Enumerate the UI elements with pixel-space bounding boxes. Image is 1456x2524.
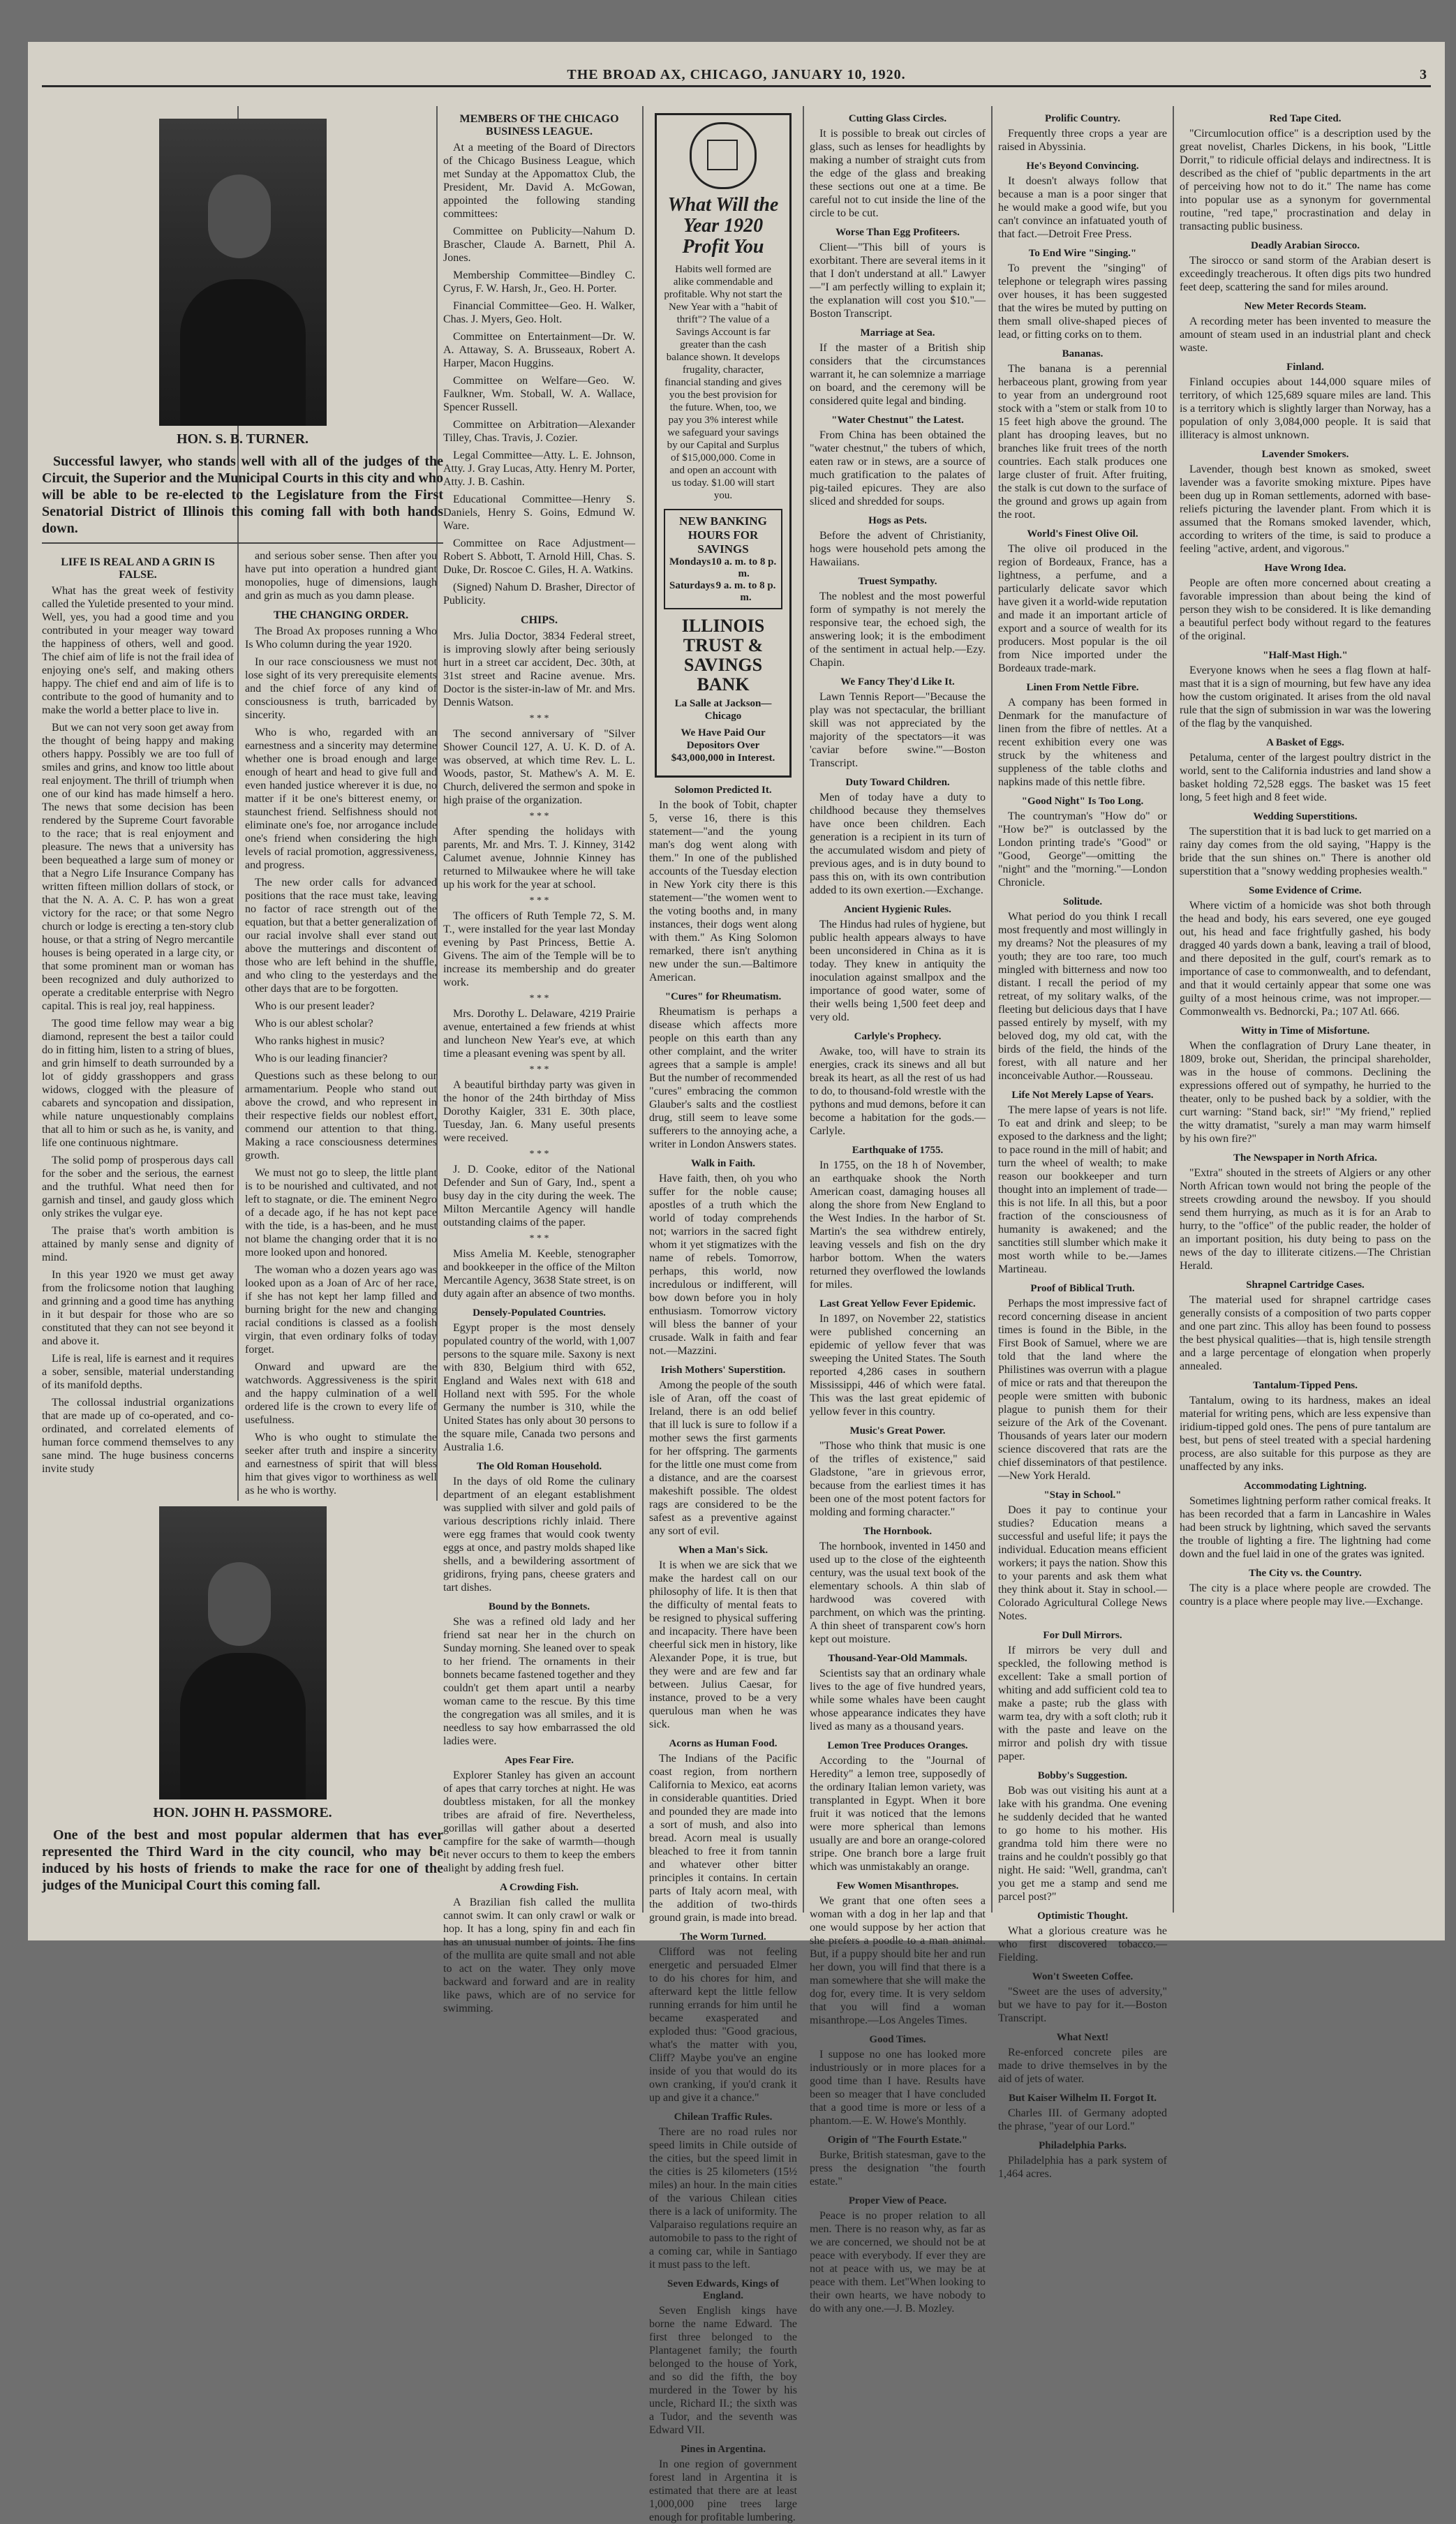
- article-heading: A Crowding Fish.: [500, 1882, 579, 1893]
- article-paragraph: The superstition that it is bad luck to get married on a rainy day comes from the old saying, "Happy is the bride that the sun shines on." There is another old superstition that a "snowy wedding prophesies wealth.": [1180, 826, 1431, 877]
- article-paragraph: Who is who ought to stimulate the seeker after truth and inspire a sincerity and earnestness of spirit that will bless him that gives vigor to worthiness as well as he who is worthy.: [245, 1432, 437, 1497]
- article-paragraph: Mrs. Julia Doctor, 3834 Federal street, is improving slowly after being seriously hurt in a street car accident, Dec. 30th, at 31st street and Racine avenue. Mrs. Doctor is the sister-in-law of Mr. and Mrs. Dennis Watson.: [443, 630, 635, 708]
- article-paragraph: From China has been obtained the "water chestnut," the tubers of which, eaten raw or in stews, are a source of much gratification to the palates of pig-tailed epicures. They are also sliced and shredded for soups.: [810, 429, 986, 507]
- article-heading: The Old Roman Household.: [476, 1461, 602, 1472]
- column-rule: [642, 106, 644, 1913]
- article-paragraph: Lawn Tennis Report—"Because the play was not spectacular, the brilliant skill was not appreciated by the majority of the spectators—it was 'caviar before swine.'"—Boston Transcript.: [810, 691, 986, 769]
- article-paragraph: Committee on Arbitration—Alexander Tilley, Chas. Travis, J. Cozier.: [443, 419, 635, 444]
- article-heading: Lavender Smokers.: [1261, 449, 1349, 460]
- article-paragraph: It doesn't always follow that because a man is a poor singer that he would make a good wife, but you can't convince an infatuated youth of that fact.—Detroit Free Press.: [998, 175, 1167, 240]
- bank-name: ILLINOIS TRUST & SAVINGS BANK: [681, 616, 765, 695]
- article-heading: What Next!: [1056, 2032, 1109, 2043]
- article-paragraph: The Indians of the Pacific coast region, from northern California to Mexico, eat acorns in considerable quantities. Dried and pounded they are made into a sort of mush, and also into bread. Acorn meal is usually bleached to free it from tannin and whatever other bitter principles it contains. In certain parts of Italy acorn meal, with the addition of two-thirds ground grain, is made into bread.: [649, 1753, 797, 1924]
- article-heading: Tantalum-Tipped Pens.: [1252, 1380, 1358, 1391]
- column-rule: [1173, 106, 1174, 1913]
- article-heading: Densely-Populated Countries.: [473, 1307, 606, 1319]
- article-heading: "Stay in School.": [1043, 1490, 1122, 1501]
- column-rule: [803, 106, 804, 1913]
- passmore-block: [42, 1501, 443, 1933]
- article-paragraph: A beautiful birthday party was given in the honor of the 24th birthday of Miss Dorothy Kaigler, 331 E. 30th place, Tuesday, Jan. 6. Many useful presents were received.: [443, 1079, 635, 1144]
- article-paragraph: What a glorious creature was he who first discovered tobacco.—Fielding.: [998, 1925, 1167, 1963]
- article-paragraph: Committee on Publicity—Nahum D. Brascher, Claude A. Barnett, Phil A. Jones.: [443, 225, 635, 264]
- header-rule: [42, 85, 1431, 87]
- article-heading: World's Finest Olive Oil.: [1027, 528, 1138, 540]
- article-paragraph: A company has been formed in Denmark for the manufacture of linen from the fibre of nettles. At a recent exhibition every one was struck by the whiteness and suppleness of the table cloths and napkins made of this nettle fibre.: [998, 697, 1167, 788]
- article-paragraph: Tantalum, owing to its hardness, makes an ideal material for writing pens, which are less expensive than iridium-tipped gold ones. The pens of pure tantalum are best, but pens of steel treated with a special hardening process, are also suitable for this purpose as they are unaffected by any inks.: [1180, 1395, 1431, 1473]
- article-paragraph: I suppose no one has looked more industriously or in more places for a good time than I have. Results have been so meager that I have concluded that a good time is more or less of a phantom.—E. W. Howe's Monthly.: [810, 2049, 986, 2127]
- article-paragraph: The Hindus had rules of hygiene, but public health appears always to have been unconsidered in China as it is today. They knew in antiquity the inoculation against smallpox and the importance of good water, some of their wells being 1,500 feet deep and very old.: [810, 919, 986, 1023]
- article-heading: Bananas.: [1062, 348, 1104, 359]
- article-heading: The Newspaper in North Africa.: [1233, 1152, 1377, 1164]
- article-heading: Ancient Hygienic Rules.: [844, 904, 951, 915]
- article-paragraph: In the book of Tobit, chapter 5, verse 16, there is this statement—"and the young man's dog went along with them." In one of the published accounts of the Tuesday election in New York city there is this statement—"the women went to the voting booths and, in many instances, their dogs went along with them." As King Solomon remarked, there isn't anything new under the sun.—Baltimore American.: [649, 799, 797, 983]
- article-paragraph: Awake, too, will have to strain its energies, crack its sinews and all but break its heart, as all the rest of us had to do, to thousand-fold wrestle with the pythons and mud demons, before it can become a habitation for the gods.—Carlyle.: [810, 1046, 986, 1137]
- article-heading: MEMBERS OF THE CHICAGO BUSINESS LEAGUE.: [459, 113, 619, 138]
- article-paragraph: Who is who, regarded with an earnestness and a sincerity may determine whether one is broad enough and large enough of heart and head to give full and even handed justice wherever it is due, no matter if it be one's bitterest enemy, or staunchest friend. Selfishness should not eliminate one's foe, nor arrogance include one's friend when considering the high levels of racial promotion, aggressiveness, and progress.: [245, 727, 437, 871]
- article-paragraph: J. D. Cooke, editor of the National Defender and Sun of Gary, Ind., spent a busy day in the city during the week. The Milton Mercantile Agency will handle outstanding claims of the paper.: [443, 1164, 635, 1228]
- article-paragraph: In one region of government forest land in Argentina it is estimated that there are at least 1,000,000 pine trees large enough for profitable lumbering.: [649, 2458, 797, 2523]
- article-paragraph: The banana is a perennial herbaceous plant, growing from year to year from an underground root stock with a "stem or stalk from 10 to 15 feet high above the ground. The plant has drooping leaves, but no branches like fruit trees of the north countries. Each stalk produces one large cluster of fruit. After fruiting, the stalk is cut down to the surface of the ground and grows up again from the root.: [998, 363, 1167, 521]
- article-heading: Proof of Biblical Truth.: [1030, 1283, 1135, 1294]
- article-paragraph: After spending the holidays with parents, Mr. and Mrs. T. J. Kinney, 3142 Calumet avenue, Johnnie Kinney has returned to Milwaukee where he will take up his work for the year at school.: [443, 826, 635, 891]
- banking-hours-box: [664, 509, 782, 609]
- article-heading: Pines in Argentina.: [680, 2444, 766, 2455]
- article-paragraph: The second anniversary of "Silver Shower Council 127, A. U. K. D. of A. was observed, at which time Rev. L. L. Woods, pastor, St. Mathew's A. M. E. Church, delivered the sermon and spoke in high praise of the organization.: [443, 728, 635, 806]
- article-heading: Apes Fear Fire.: [504, 1755, 574, 1766]
- article-paragraph: Scientists say that an ordinary whale lives to the age of five hundred years, while some whales have been caught whose appearance indicates they have lived as many as a thousand years.: [810, 1668, 986, 1732]
- article-heading: Cutting Glass Circles.: [848, 113, 947, 124]
- article-paragraph: The officers of Ruth Temple 72, S. M. T., were installed for the year last Monday evening by Past Princess, Bettie A. Givens. The aim of the Temple will be to increase its membership and do greater work.: [443, 910, 635, 988]
- column-4: [649, 106, 797, 2523]
- article-paragraph: Men of today have a duty to childhood because they themselves have once been children. Each generation is a recipient in its turn of the accumulated wisdom and piety of previous ages, and is in duty bound to pass this on, with its own contribution added to its own exertion.—Exchange.: [810, 792, 986, 896]
- article-paragraph: The olive oil produced in the region of Bordeaux, France, has a lightness, a perfume, and a particularly delicate savor which have given it a world-wide reputation and made it an important article of export and a source of wealth for its producers. Most popular is the oil from Nice imported under the Bordeaux trade-mark.: [998, 543, 1167, 674]
- article-heading: Optimistic Thought.: [1037, 1910, 1128, 1922]
- article-heading: The Worm Turned.: [680, 1931, 766, 1943]
- article-heading: Chilean Traffic Rules.: [674, 2111, 773, 2123]
- article-paragraph: What has the great week of festivity called the Yuletide presented to your mind. Well, yes, you had a good time and you contributed in your meager way toward the happiness of others, well and good. The chief aim of life is not the frail idea of enjoying one's self, and making others happy. The chief end and aim of life is to contribute to the good of humanity and to make the world a better place to live in.: [42, 585, 234, 716]
- article-heading: Prolific Country.: [1044, 113, 1121, 124]
- article-paragraph: 10 a. m. to 8 p. m.: [711, 556, 777, 579]
- article-paragraph: The collossal industrial organizations that are made up of co-operated, and co-ordinated, and correlated elements of human force commend themselves to any sane mind. The huge business concerns invite study: [42, 1397, 234, 1475]
- column-rule: [991, 106, 993, 1913]
- article-heading: Bobby's Suggestion.: [1037, 1770, 1128, 1781]
- article-heading: Origin of "The Fourth Estate.": [827, 2135, 968, 2146]
- article-heading: But Kaiser Wilhelm II. Forgot It.: [1008, 2093, 1157, 2104]
- column-6: [998, 106, 1167, 2180]
- article-paragraph: Among the people of the south isle of Aran, off the coast of Ireland, there is an odd belief that ill luck is sure to follow if a mother sews the first garments for her offspring. The garments for the little one must come from a distance, and are the coarsest makeshift possible. The oldest rags are considered to be the safest as a preventive against any sort of evil.: [649, 1379, 797, 1537]
- article-paragraph: Clifford was not feeling energetic and persuaded Elmer to do his chores for him, and afterward kept the little fellow running errands for him until he became exasperated and exploded thus: "Good gracious, what's the matter with you, Cliff? Maybe you've an engine inside of you that would do its own cranking, if you'd crank it up and give it a chance.": [649, 1946, 797, 2104]
- article-paragraph: (Signed) Nahum D. Brasher, Director of Publicity.: [443, 581, 635, 607]
- column-5: [810, 106, 986, 2315]
- article-paragraph: "Those who think that music is one of the trifles of existence," said Gladstone, "are in grievous error, because from the earliest times it has been one of the most potent factors for molding and forming character.": [810, 1440, 986, 1518]
- article-paragraph: We Have Paid Our Depositors Over $43,000,000 in Interest.: [671, 727, 775, 764]
- article-heading: For Dull Mirrors.: [1043, 1630, 1122, 1641]
- article-paragraph: Frequently three crops a year are raised in Abyssinia.: [998, 128, 1167, 153]
- article-paragraph: "Sweet are the uses of adversity," but we have to pay for it.—Boston Transcript.: [998, 1986, 1167, 2024]
- article-paragraph: It is possible to break out circles of glass, such as lenses for headlights by making a number of straight cuts from the edge of the glass and breaking these sections out one at a time. Be careful not to cut inside the line of the circle to be cut.: [810, 128, 986, 219]
- bank-advertisement: [655, 113, 792, 778]
- article-paragraph: Where victim of a homicide was shot both through the head and body, his ears severed, one eye gouged out, his head and face frightfully gashed, his body dragged 40 yards down a bank, leaving a trail of blood, and there deposited in the gulf, court's remark as to importance of case to commonwealth, and to defendant, and that it would certainly appear that some one was guilty of a most heinous crime, was not improper.—Commonwealth vs. Bednorcki, Pa.; 107 Atl. 666.: [1180, 900, 1431, 1018]
- article-paragraph: At a meeting of the Board of Directors of the Chicago Business League, which met Sunday at the Appomattox Club, the President, Mr. David A. McGowan, appointed the following standing committees:: [443, 142, 635, 220]
- article-paragraph: The hornbook, invented in 1450 and used up to the close of the eighteenth century, was the usual text book of the elementary schools. A thin slab of hardwood was covered with parchment, on which was the printing. A thin sheet of transparent cow's horn kept out moisture.: [810, 1541, 986, 1645]
- article-paragraph: In 1897, on November 22, statistics were published concerning an epidemic of yellow fever that was sweeping the United States. The South reported 4,286 cases in southern Mississippi, 446 of which were fatal. This was the last great epidemic of yellow fever in this country.: [810, 1313, 986, 1418]
- article-paragraph: The Broad Ax proposes running a Who Is Who column during the year 1920.: [245, 625, 437, 651]
- article-heading: Earthquake of 1755.: [852, 1145, 944, 1156]
- article-heading: Truest Sympathy.: [858, 576, 937, 587]
- article-paragraph: In the days of old Rome the culinary department of an elegant establishment was supplied with silver and gold pails of various descriptions richly inlaid. There were egg frames that would cook twenty eggs at once, and pastry molds shaped like shells, and a bewildering assortment of gridirons, frying pans, cheese graters and tart dishes.: [443, 1476, 635, 1594]
- article-paragraph: Committee on Race Adjustment—Robert S. Abbott, T. Arnold Hill, Chas. S. Duke, Dr. Roscoe C. Giles, H. A. Watkins.: [443, 537, 635, 576]
- article-heading: Bound by the Bonnets.: [488, 1601, 590, 1612]
- article-heading: Last Great Yellow Fever Epidemic.: [819, 1298, 976, 1309]
- article-paragraph: Perhaps the most impressive fact of record concerning disease in ancient times is found in the Bible, in the First Book of Samuel, where we are told that the land where the Philistines was overrun with a plague of mice or rats and that thereupon the people were smitten with bubonic plague to punish them for their seizure of the Ark of the Covenant. Thousands of years later our modern science discovered that rats are the chief disseminators of that pestilence.—New York Herald.: [998, 1298, 1167, 1482]
- article-paragraph: Have faith, then, oh you who suffer for the noble cause; apostles of a truth which the world of today comprehends not; warriors in the sacred fight whom it yet stigmatizes with the name of rebels. Tomorrow, perhaps, this world, now incredulous or indifferent, will bow down before you in holy enthusiasm. Tomorrow victory will bless the banner of your crusade. Walk in faith and fear not.—Mazzini.: [649, 1173, 797, 1357]
- article-paragraph: Before the advent of Christianity, hogs were household pets among the Hawaiians.: [810, 530, 986, 568]
- article-paragraph: Legal Committee—Atty. L. E. Johnson, Atty. J. Gray Lucas, Atty. Henry M. Porter, Atty. J. B. Cashin.: [443, 450, 636, 488]
- article-heading: Philadelphia Parks.: [1039, 2140, 1127, 2151]
- article-paragraph: Sometimes lightning perform rather comical freaks. It has been recorded that a farm in Lancashire in Wales had been struck by lightning, which saved the servants the trouble of lighting a fire. The lightning had come down and the fuel laid in one of the grates was ignited.: [1180, 1495, 1431, 1560]
- article-paragraph: Who is our present leader?: [255, 1000, 375, 1012]
- article-heading: Deadly Arabian Sirocco.: [1251, 240, 1360, 251]
- article-heading: CHIPS.: [521, 614, 558, 626]
- article-heading: Won't Sweeten Coffee.: [1032, 1971, 1134, 1982]
- article-paragraph: It is when we are sick that we make the hardest call on our philosophy of life. It is then that the difficulty of mental feats to be resigned to physical suffering and incapacity. There have been cheerful sick men in history, like Alexander Pope, it is true, but they were and are few and far between. Julius Caesar, for instance, proved to be a very querulous man when he was sick.: [649, 1559, 797, 1730]
- article-heading: Hogs as Pets.: [868, 515, 927, 526]
- photo-caption: HON. JOHN H. PASSMORE.: [153, 1805, 332, 1820]
- article-paragraph: Saturdays: [669, 580, 715, 591]
- article-heading: When a Man's Sick.: [678, 1545, 768, 1556]
- article-heading: Solomon Predicted It.: [674, 785, 772, 796]
- article-paragraph: 9 a. m. to 8 p. m.: [715, 580, 776, 603]
- article-heading: Marriage at Sea.: [860, 327, 935, 339]
- article-heading: Proper View of Peace.: [848, 2195, 947, 2206]
- article-paragraph: In this year 1920 we must get away from the frolicsome notion that laughing and grinning and a good time has anything in it but despair for those who are so constituted that they can not see beyond it and above it.: [42, 1269, 234, 1347]
- photo-text: Successful lawyer, who stands well with all of the judges of the Circuit, the Superior and the Municipal Courts in this city and who will be able to be re-elected to the Legislature from the First Senatorial District of Illinois this coming fall with both hands down.: [42, 454, 443, 536]
- photo-caption: HON. S. B. TURNER.: [176, 431, 309, 447]
- article-paragraph: If mirrors be very dull and speckled, the following method is excellent: Take a small portion of whiting and add sufficient cold tea to make a paste; rub the glass with warm tea, dry with a soft cloth; rub it with the paste and leave on the mirror and polish dry with tissue paper.: [998, 1645, 1167, 1762]
- article-paragraph: Committee on Welfare—Geo. W. Faulkner, Wm. Stoball, W. A. Wallace, Spencer Russell.: [443, 375, 635, 413]
- article-heading: Wedding Superstitions.: [1253, 811, 1358, 822]
- masthead: THE BROAD AX, CHICAGO, JANUARY 10, 1920.: [567, 67, 906, 82]
- article-paragraph: Who is our leading financier?: [255, 1053, 388, 1064]
- article-title: LIFE IS REAL AND A GRIN IS FALSE.: [61, 556, 215, 581]
- portrait-photo-passmore: [159, 1506, 327, 1799]
- article-paragraph: Philadelphia has a park system of 1,464 acres.: [998, 2155, 1167, 2180]
- article-paragraph: Life is real, life is earnest and it requires a sober, sensible, material understanding of its manifold depths.: [42, 1353, 234, 1391]
- article-paragraph: and serious sober sense. Then after you have put into operation a hundred giant monopolies, huge of dimensions, laugh and grin as much as you damn please.: [245, 550, 437, 602]
- article-heading: Accommodating Lightning.: [1244, 1480, 1367, 1492]
- article-heading: Few Women Misanthropes.: [836, 1880, 959, 1892]
- article-paragraph: Everyone knows when he sees a flag flown at half-mast that it is a sign of mourning, but few have any idea how the custom originated. It arises from the old naval rule that the sign of submission in war was the lowering of the flag by the vanquished.: [1180, 665, 1431, 729]
- article-paragraph: The material used for shrapnel cartridge cases generally consists of a composition of two parts copper and one part zinc. This alloy has been found to possess the best physical qualities—that is, high tensile strength and a large percentage of elongation when properly annealed.: [1180, 1294, 1431, 1372]
- article-paragraph: Rheumatism is perhaps a disease which affects more people on this earth than any other complaint, and the writer agrees that a sample is ample! But the number of recommended "cures" embracing the common Glauber's salts and the costliest drug, still seem to leave some sufferers to the annoying ache, a writer in London Answers states.: [649, 1006, 797, 1150]
- article-heading: Lemon Tree Produces Oranges.: [827, 1740, 968, 1751]
- article-paragraph: La Salle at Jackson—Chicago: [674, 698, 772, 722]
- article-heading: "Half-Mast High.": [1263, 650, 1348, 661]
- article-paragraph: Miss Amelia M. Keeble, stenographer and bookkeeper in the office of the Milton Mercantile Agency, 3638 State street, is on duty again after an absence of two months.: [443, 1248, 635, 1300]
- article-title: THE CHANGING ORDER.: [273, 609, 409, 621]
- article-paragraph: People are often more concerned about creating a favorable impression than about being the kind of person they wish to be considered. It is like demanding a beautiful perfect body without regard to the features of the original.: [1180, 577, 1431, 642]
- column-3: [443, 106, 636, 2014]
- article-heading: Good Times.: [869, 2034, 926, 2045]
- article-heading: We Fancy They'd Like It.: [840, 676, 955, 688]
- article-paragraph: Bob was out visiting his aunt at a lake with his grandma. One evening he suddenly decided that he wanted to go home to his mother. His grandma told him there were no trains and he couldn't possibly go that night. He said: "Well, grandma, can't you get me a stamp and send me parcel post?": [998, 1785, 1167, 1903]
- article-heading: Walk in Faith.: [690, 1158, 756, 1169]
- article-paragraph: The noblest and the most powerful form of sympathy is not merely the responsive tear, the echoed sigh, the answering look; it is the embodiment of the sentiment in actual help.—Ezy. Chapin.: [810, 591, 986, 669]
- article-heading: Acorns as Human Food.: [669, 1738, 778, 1749]
- article-heading: Finland.: [1286, 362, 1324, 373]
- article-heading: "Good Night" Is Too Long.: [1021, 796, 1144, 807]
- article-heading: Some Evidence of Crime.: [1249, 885, 1362, 896]
- article-paragraph: Petaluma, center of the largest poultry district in the world, sent to the California industries and land show a basket holding 72,528 eggs. The basket was 15 feet long, 5 feet high and 8 feet wide.: [1180, 752, 1431, 803]
- column-7: [1180, 106, 1431, 1920]
- article-paragraph: In our race consciousness we must not lose sight of its very prerequisite elements and the chief force of any kind of consciousness is truth, barricaded by sincerity.: [245, 656, 437, 721]
- divider: [42, 542, 443, 544]
- article-paragraph: Who is our ablest scholar?: [255, 1018, 373, 1030]
- article-paragraph: Mondays: [669, 556, 711, 567]
- article-heading: Red Tape Cited.: [1269, 113, 1342, 124]
- article-paragraph: According to the "Journal of Heredity" a lemon tree, supposedly of the ordinary Italian lemon variety, was transplanted in Egypt. When it bore fruit it was noticed that the lemons were more spherical than lemons usually are and bore an orange-colored stripe. One branch bore a large fruit which was unmistakably an orange.: [810, 1755, 986, 1873]
- article-paragraph: In 1755, on the 18 h of November, an earthquake shook the North American coast, damaging houses all along the shore from New England to the West Indies. In the harbor of St. Martin's the sea withdrew entirely, leaving vessels and fish on the dry harbor bottom. When the waters returned they overflowed the lowlands for miles.: [810, 1159, 986, 1291]
- article-paragraph: The new order calls for advanced positions that the race must take, leaving no factor of race strength out of the equation, but that a better generalization of our racial involve shall ever stand out above the mutterings and discontent of those who are left behind in the shuffle, and who cling to the yesterdays and the other days that are to be forgotten.: [245, 877, 437, 995]
- article-heading: The City vs. the Country.: [1249, 1568, 1362, 1579]
- article-heading: He's Beyond Convincing.: [1026, 161, 1139, 172]
- article-paragraph: The woman who a dozen years ago was looked upon as a Joan of Arc of her race, if she has not kept her lamp filled and burning bright for the new and changing racial conditions is classed as a foolish virgin, that even ordinary folks of today forget.: [245, 1264, 437, 1356]
- article-heading: To End Wire "Singing.": [1028, 248, 1137, 259]
- article-heading: Shrapnel Cartridge Cases.: [1246, 1279, 1365, 1291]
- article-paragraph: Educational Committee—Henry S. Daniels, Henry S. Goins, Edmund W. Ware.: [443, 493, 635, 532]
- article-paragraph: But we can not very soon get away from the thought of being happy and making others happy. Possibly we are too full of smiles and grins, and know too little about real enjoyment. The thrill of triumph when one of our kind has made himself a hero. The news that some decision has been rendered by the Supreme Court favorable to the race; that is real enjoyment and pleasure. The news that a university has been bequeathed a large sum of money or that a Negro Life Insurance Company has written fifteen million dollars of stock, or that the N. A. A. C. P. has won a great victory for the race; or that some Negro church or lodge is erecting a ten-story club house, or that a string of Negro mercantile houses is being operated in a large city, or that some prominent man or woman has been recognized and duly authorized to operate a creditable enterprise with Negro capital. This is real joy, real happiness.: [42, 722, 234, 1012]
- separator-stars: * * *: [529, 713, 549, 724]
- article-heading: New Meter Records Steam.: [1244, 301, 1367, 312]
- article-heading: Life Not Merely Lapse of Years.: [1011, 1090, 1154, 1101]
- separator-stars: * * *: [529, 1149, 549, 1159]
- article-changing-order: [245, 549, 437, 1519]
- article-paragraph: The sirocco or sand storm of the Arabian desert is exceedingly treacherous. It often digs pits two hundred feet deep, scattering the sand for miles around.: [1180, 255, 1431, 293]
- article-paragraph: "Circumlocution office" is a description used by the great novelist, Charles Dickens, in his book, "Little Dorrit," to ridicule official delays and indirectness. It is described as the chief of "public departments in the art of perceiving how not to do it." The name has come into popular use as a synonym for governmental routine, "red tape," procrastination and delay in transacting public business.: [1180, 128, 1431, 232]
- article-heading: Solitude.: [1062, 896, 1103, 907]
- separator-stars: * * *: [529, 993, 549, 1004]
- article-heading: Duty Toward Children.: [845, 777, 950, 788]
- separator-stars: * * *: [529, 1064, 549, 1075]
- article-paragraph: Lavender, though best known as smoked, sweet lavender was a favorite smoking mixture. Pipes have been dug up in Roman settlements, adorned with base-reliefs picturing the lavender plant. From which it is assumed that the Romans smoked lavender, which, according to writers of the time, is said to produce a feeling "active, ardent, and vigorous.": [1180, 463, 1431, 555]
- article-paragraph: Does it pay to continue your studies? Education means a successful and useful life; it pays the individual. Education means efficient workers; it pays the nation. Show this to your parents and ask them what they think about it. Stay in school.—Colorado Agricultural College News Notes.: [998, 1504, 1167, 1622]
- newspaper-page: [28, 42, 1445, 2523]
- article-heading: Irish Mothers' Superstition.: [660, 1365, 786, 1376]
- article-paragraph: Explorer Stanley has given an account of apes that carry torches at night. He was doubtless mistaken, for all the monkey tribes are afraid of fire. Nevertheless, gorillas will gather about a deserted campfire for the sake of warmth—though it never occurs to them to keep the embers alight by adding fresh fuel.: [443, 1769, 635, 1874]
- article-heading: Worse Than Egg Profiteers.: [835, 227, 960, 238]
- article-paragraph: The countryman's "How do" or "How be?" is outclassed by the London printing trade's "Good" or "Good, George"—omitting the "night" and the "morning."—London Chronicle.: [998, 810, 1167, 889]
- article-paragraph: Committee on Entertainment—Dr. W. A. Attaway, S. A. Brusseaux, Robert A. Harper, Macon Huggins.: [443, 331, 635, 369]
- article-paragraph: Charles III. of Germany adopted the phrase, "year of our Lord.": [998, 2107, 1167, 2132]
- article-paragraph: We must not go to sleep, the little plant is to be nourished and cultivated, and not left to stagnate, or die. The eminent Negro of a decade ago, if he has not kept pace with the tide, is a has-been, and he must not blame the changing order that it is no more looked upon and honored.: [245, 1167, 437, 1259]
- article-paragraph: Finland occupies about 144,000 square miles of territory, of which 125,689 square miles are land. This is a territory which is slightly larger than Norway, has a population of only 3,084,000 people. It is said that illiteracy is almost unknown.: [1180, 376, 1431, 441]
- article-paragraph: What Will the Year 1920 Profit You: [667, 194, 779, 258]
- article-heading: Music's Great Power.: [849, 1425, 946, 1437]
- article-paragraph: Re-enforced concrete piles are made to drive themselves in by the aid of jets of water.: [998, 2047, 1167, 2085]
- article-heading: Have Wrong Idea.: [1264, 563, 1346, 574]
- article-paragraph: The good time fellow may wear a big diamond, represent the best a tailor could do in fitting him, listen to a string of blues, and grin himself to death surrounded by a lot of giddy grasshoppers and grass widows, clogged with the pleasure of cabarets and syncopation and dissipation, while nature unquestionably complains that all to him or such as he, is vanity, and life one continuous nightmare.: [42, 1018, 234, 1149]
- article-paragraph: There are no road rules nor speed limits in Chile outside of the cities, but the speed limit in the cities is 25 kilometers (15½ miles) an hour. In the main cities of the various Chilean cities there is a lack of uniformity. The Valparaiso regulations require an automobile to pass to the right of a coming car, while in Santiago it must pass to the left.: [649, 2126, 797, 2271]
- separator-stars: * * *: [529, 896, 549, 906]
- article-paragraph: The praise that's worth ambition is attained by manly sense and dignity of mind.: [42, 1225, 234, 1263]
- separator-stars: * * *: [529, 1233, 549, 1244]
- page-number: 3: [1420, 67, 1427, 82]
- article-heading: Carlyle's Prophecy.: [854, 1031, 942, 1042]
- article-heading: "Water Chestnut" the Latest.: [831, 415, 964, 426]
- article-heading: A Basket of Eggs.: [1266, 737, 1344, 748]
- article-paragraph: Burke, British statesman, gave to the press the designation "the fourth estate.": [810, 2149, 986, 2188]
- article-paragraph: Mrs. Dorothy L. Delaware, 4219 Prairie avenue, entertained a few friends at whist and luncheon New Year's eve, at which time a pleasant evening was spent by all.: [443, 1008, 635, 1060]
- article-paragraph: Who ranks highest in music?: [255, 1035, 385, 1047]
- article-paragraph: She was a refined old lady and her friend sat near her in the church on Sunday morning. She leaned over to speak to her friend. The ornaments in their bonnets became fastened together and they couldn't get them apart until a nearby woman came to the rescue. By this time the congregation was all smiles, and it is needless to say how embarrassed the old ladies were.: [443, 1616, 635, 1747]
- article-paragraph: A Brazilian fish called the mullita cannot swim. It can only crawl or walk or hop. It has a long, spiny fin and each fin has an unusual number of joints. The fins of the mullita are quite small and not able to act on the water. They only move backward and forward and are in reality like paws, which are of no service for swimming.: [443, 1896, 635, 2014]
- article-paragraph: When the conflagration of Drury Lane theater, in 1809, broke out, Sheridan, the principal shareholder, was in the house of commons. Declining the expressions offered out of sympathy, he hurried to the theater, only to be pushed back by a soldier, with the curt warning: "Stand back, sir!" "My friend," replied the witty dramatist, "surely a man may warm himself by his own fire?": [1180, 1040, 1431, 1145]
- article-paragraph: If the master of a British ship considers that the circumstances warrant it, he can solemnize a marriage on board, and the ceremony will be considered quite legal and binding.: [810, 342, 986, 407]
- article-paragraph: The solid pomp of prosperous days call for the sober and the serious, the earnest and the truthful. What need then for garnish and tinsel, and gaudy gloss which only strikes the vulgar eye.: [42, 1155, 234, 1219]
- portrait-photo-turner: [159, 119, 327, 426]
- article-paragraph: Onward and upward are the watchwords. Aggressiveness is the spirit and the happy culmination of a well ordered life is the crown to every life of usefulness.: [245, 1361, 437, 1426]
- article-paragraph: Financial Committee—Geo. H. Walker, Chas. J. Myers, Geo. Holt.: [443, 300, 635, 325]
- article-paragraph: "Extra" shouted in the streets of Algiers or any other North African town would not bring the people of the streets crowding around the newsboy. If you should send them hurrying, as much as it is for an Arab to hurry, to the "office" of the public reader, the holder of an important position, his duty being to pass on the news of the day to illiterate citizens.—The Christian Herald.: [1180, 1167, 1431, 1272]
- article-paragraph: To prevent the "singing" of telephone or telegraph wires passing over houses, it has been suggested that the wires be muted by putting on them small olive-shaped pieces of lead, or fitting corks on to them.: [998, 262, 1167, 341]
- article-heading: "Cures" for Rheumatism.: [664, 991, 782, 1002]
- article-paragraph: Membership Committee—Bindley C. Cyrus, F. W. Harsh, Jr., Geo. H. Porter.: [443, 269, 635, 295]
- article-paragraph: NEW BANKING HOURS FOR SAVINGS: [679, 514, 767, 556]
- article-heading: Thousand-Year-Old Mammals.: [828, 1653, 967, 1664]
- article-paragraph: A recording meter has been invented to measure the amount of steam used in an industrial plant and check waste.: [1180, 316, 1431, 354]
- article-heading: Linen From Nettle Fibre.: [1026, 682, 1139, 693]
- photo-text: One of the best and most popular aldermen that has ever represented the Third Ward in the city council, who may be induced by his hosts of friends to make the race for one of the judges of the Municipal Court this coming fall.: [42, 1827, 443, 1893]
- article-paragraph: Client—"This bill of yours is exorbitant. There are several items in it that I don't understand at all." Lawyer—"I am perfectly willing to explain it; the explanation will cost you $10."—Boston Transcript.: [810, 242, 986, 320]
- article-paragraph: The city is a place where people are crowded. The country is a place where people may live.—Exchange.: [1180, 1582, 1431, 1608]
- article-paragraph: We grant that one often sees a woman with a dog in her lap and that one would suppose by her action that she prefers a poodle to a man animal. But, if a puppy should bite her and run her down, you will find that there is a man somewhere that she will make the dog for, every time. It is very seldom that you will find a woman misanthrope.—Los Angeles Times.: [810, 1895, 986, 2026]
- article-paragraph: Seven English kings have borne the name Edward. The first three belonged to the Plantagenet family; the fourth belonged to the house of York, and so did the fifth, the boy murdered in the Tower by his uncle, Richard II.; the sixth was a Tudor, and the seventh was Edward VII.: [649, 2305, 797, 2436]
- article-paragraph: Questions such as these belong to our armamentarium. People who stand out above the crowd, and who represent in their respective fields our noblest effort, commend our attention to that thing. Making a race consciousness determines growth.: [245, 1070, 437, 1161]
- article-paragraph: Egypt proper is the most densely populated country of the world, with 1,007 persons to the square mile. Saxony is next with 830, Belgium third with 652, England and Wales next with 618 and Holland next with 595. For the whole Germany the number is 310, while the United States has only about 30 persons to the square mile, Canada two persons and Australia 1.6.: [443, 1322, 635, 1453]
- article-life-is-real: [42, 549, 234, 1519]
- article-paragraph: Peace is no proper relation to all men. There is no reason why, as far as we are concerned, we should not be at peace with everybody. If ever they are not at peace with us, we may be at peace with them. Let"When looking to their own hearts, we have nobody to do with any one.—J. B. Mozley.: [810, 2210, 986, 2315]
- article-paragraph: What period do you think I recall most frequently and most willingly in my dreams? Not the pleasures of my youth; they are too rare, too much mingled with bitterness and now too distant. I recall the period of my retreat, of my solitary walks, of the fleeting but delicious days that I have passed entirely by myself, with my beloved dog, my old cat, with the birds of the field, the hinds of the forest, with all nature and her inconceivable Author.—Rousseau.: [998, 911, 1167, 1082]
- article-heading: Witty in Time of Misfortune.: [1240, 1025, 1370, 1037]
- article-heading: The Hornbook.: [863, 1526, 933, 1537]
- article-heading: Seven Edwards, Kings of England.: [667, 2278, 780, 2301]
- separator-stars: * * *: [529, 811, 549, 822]
- article-paragraph: Habits well formed are alike commendable and profitable. Why not start the New Year with a "habit of thrift"? The value of a Savings Account is far greater than the cash balance shown. It develops frugality, character, financial standing and gives you the best provision for the future. When, too, we pay you 3% interest while we safeguard your savings by our Capital and Surplus of $15,000,000. Come in and open an account with us today. $1.00 will start you.: [664, 264, 782, 501]
- bank-logo-icon: [690, 122, 757, 189]
- article-paragraph: The mere lapse of years is not life. To eat and drink and sleep; to be exposed to the darkness and the light; to pace round in the mill of habit; and turn the wheel of wealth; to make reason our bookkeeper and turn thought into an implement of trade—this is not life. In all this, but a poor fraction of the consciousness of humanity is awakened; and the sanctities still slumber which make it most worth while to be.—James Martineau.: [998, 1104, 1167, 1275]
